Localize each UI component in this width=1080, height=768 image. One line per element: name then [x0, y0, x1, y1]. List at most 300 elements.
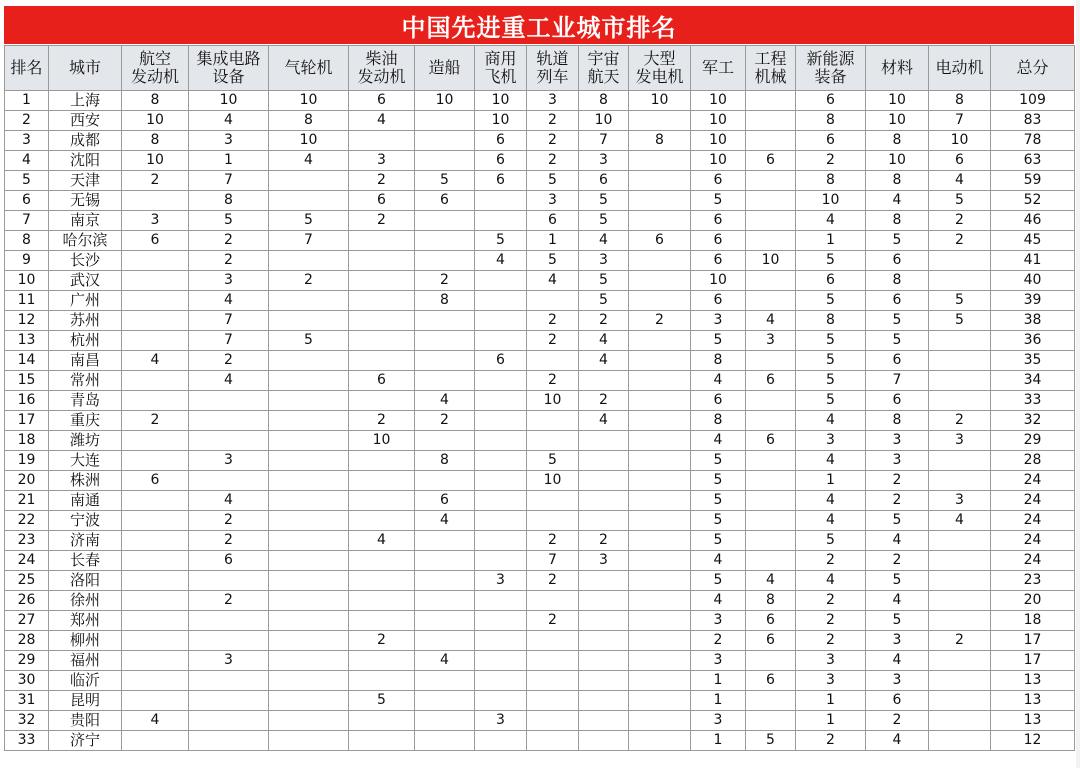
rank-cell[interactable]: 28 — [5, 631, 49, 651]
city-cell[interactable]: 徐州 — [49, 591, 122, 611]
score-cell[interactable] — [629, 691, 691, 711]
score-cell[interactable] — [579, 711, 629, 731]
rank-cell[interactable]: 14 — [5, 351, 49, 371]
city-cell[interactable]: 福州 — [49, 651, 122, 671]
score-cell[interactable]: 1 — [796, 231, 866, 251]
score-cell[interactable]: 5 — [866, 311, 929, 331]
city-cell[interactable]: 西安 — [49, 111, 122, 131]
score-cell[interactable] — [929, 591, 991, 611]
score-cell[interactable] — [746, 211, 796, 231]
city-cell[interactable]: 重庆 — [49, 411, 122, 431]
score-cell[interactable]: 3 — [866, 671, 929, 691]
score-cell[interactable] — [579, 651, 629, 671]
score-cell[interactable] — [269, 611, 349, 631]
score-cell[interactable] — [746, 271, 796, 291]
total-cell[interactable]: 24 — [991, 551, 1075, 571]
score-cell[interactable]: 1 — [796, 691, 866, 711]
score-cell[interactable] — [929, 451, 991, 471]
total-cell[interactable]: 41 — [991, 251, 1075, 271]
score-cell[interactable]: 6 — [349, 371, 415, 391]
score-cell[interactable]: 6 — [629, 231, 691, 251]
total-cell[interactable]: 39 — [991, 291, 1075, 311]
total-cell[interactable]: 12 — [991, 731, 1075, 751]
total-cell[interactable]: 24 — [991, 491, 1075, 511]
score-cell[interactable]: 7 — [579, 131, 629, 151]
score-cell[interactable]: 2 — [527, 531, 579, 551]
score-cell[interactable]: 6 — [691, 391, 746, 411]
total-cell[interactable]: 18 — [991, 611, 1075, 631]
score-cell[interactable]: 8 — [579, 91, 629, 111]
score-cell[interactable]: 4 — [796, 491, 866, 511]
total-cell[interactable]: 35 — [991, 351, 1075, 371]
score-cell[interactable] — [269, 511, 349, 531]
score-cell[interactable] — [349, 291, 415, 311]
score-cell[interactable]: 4 — [866, 731, 929, 751]
score-cell[interactable] — [746, 651, 796, 671]
score-cell[interactable] — [579, 511, 629, 531]
score-cell[interactable]: 3 — [122, 211, 189, 231]
score-cell[interactable] — [629, 731, 691, 751]
score-cell[interactable]: 5 — [691, 331, 746, 351]
score-cell[interactable]: 8 — [691, 351, 746, 371]
score-cell[interactable] — [629, 451, 691, 471]
score-cell[interactable] — [349, 351, 415, 371]
city-cell[interactable]: 株洲 — [49, 471, 122, 491]
score-cell[interactable] — [349, 551, 415, 571]
score-cell[interactable]: 4 — [866, 531, 929, 551]
score-cell[interactable]: 2 — [929, 411, 991, 431]
score-cell[interactable] — [415, 531, 475, 551]
score-cell[interactable]: 3 — [866, 431, 929, 451]
score-cell[interactable]: 4 — [269, 151, 349, 171]
score-cell[interactable] — [269, 591, 349, 611]
score-cell[interactable] — [527, 591, 579, 611]
score-cell[interactable] — [122, 331, 189, 351]
score-cell[interactable] — [269, 431, 349, 451]
rank-cell[interactable]: 19 — [5, 451, 49, 471]
score-cell[interactable] — [579, 571, 629, 591]
score-cell[interactable] — [629, 111, 691, 131]
total-cell[interactable]: 24 — [991, 471, 1075, 491]
score-cell[interactable]: 6 — [579, 171, 629, 191]
score-cell[interactable] — [929, 731, 991, 751]
column-header[interactable] — [796, 46, 866, 91]
score-cell[interactable] — [746, 231, 796, 251]
rank-cell[interactable]: 2 — [5, 111, 49, 131]
column-header[interactable] — [866, 46, 929, 91]
score-cell[interactable]: 8 — [866, 411, 929, 431]
score-cell[interactable] — [189, 571, 269, 591]
score-cell[interactable] — [929, 571, 991, 591]
city-cell[interactable]: 杭州 — [49, 331, 122, 351]
total-cell[interactable]: 59 — [991, 171, 1075, 191]
city-cell[interactable]: 贵阳 — [49, 711, 122, 731]
score-cell[interactable]: 2 — [349, 631, 415, 651]
score-cell[interactable]: 10 — [189, 91, 269, 111]
score-cell[interactable]: 5 — [929, 191, 991, 211]
city-cell[interactable]: 哈尔滨 — [49, 231, 122, 251]
total-cell[interactable]: 29 — [991, 431, 1075, 451]
score-cell[interactable]: 3 — [746, 331, 796, 351]
city-cell[interactable]: 大连 — [49, 451, 122, 471]
score-cell[interactable]: 4 — [122, 711, 189, 731]
score-cell[interactable]: 2 — [189, 251, 269, 271]
rank-cell[interactable]: 21 — [5, 491, 49, 511]
score-cell[interactable]: 5 — [349, 691, 415, 711]
score-cell[interactable] — [527, 731, 579, 751]
score-cell[interactable] — [579, 491, 629, 511]
column-header[interactable] — [746, 46, 796, 91]
score-cell[interactable]: 5 — [691, 491, 746, 511]
score-cell[interactable] — [629, 331, 691, 351]
score-cell[interactable]: 5 — [929, 291, 991, 311]
score-cell[interactable]: 3 — [189, 131, 269, 151]
score-cell[interactable]: 3 — [691, 711, 746, 731]
score-cell[interactable] — [527, 431, 579, 451]
city-cell[interactable]: 临沂 — [49, 671, 122, 691]
score-cell[interactable] — [349, 591, 415, 611]
score-cell[interactable]: 7 — [189, 331, 269, 351]
score-cell[interactable] — [629, 191, 691, 211]
score-cell[interactable]: 6 — [866, 351, 929, 371]
score-cell[interactable]: 6 — [475, 351, 527, 371]
score-cell[interactable] — [122, 731, 189, 751]
score-cell[interactable] — [349, 251, 415, 271]
score-cell[interactable] — [929, 331, 991, 351]
score-cell[interactable] — [349, 331, 415, 351]
score-cell[interactable]: 6 — [691, 211, 746, 231]
score-cell[interactable]: 4 — [796, 411, 866, 431]
score-cell[interactable] — [929, 351, 991, 371]
score-cell[interactable]: 1 — [189, 151, 269, 171]
score-cell[interactable] — [475, 431, 527, 451]
score-cell[interactable] — [746, 471, 796, 491]
city-cell[interactable]: 上海 — [49, 91, 122, 111]
score-cell[interactable] — [415, 331, 475, 351]
score-cell[interactable]: 10 — [527, 391, 579, 411]
score-cell[interactable]: 8 — [189, 191, 269, 211]
score-cell[interactable]: 1 — [691, 671, 746, 691]
score-cell[interactable]: 5 — [796, 371, 866, 391]
score-cell[interactable]: 2 — [415, 411, 475, 431]
score-cell[interactable] — [527, 491, 579, 511]
score-cell[interactable] — [349, 391, 415, 411]
score-cell[interactable] — [629, 631, 691, 651]
score-cell[interactable]: 4 — [746, 311, 796, 331]
score-cell[interactable] — [475, 471, 527, 491]
score-cell[interactable]: 8 — [866, 171, 929, 191]
total-cell[interactable]: 13 — [991, 671, 1075, 691]
score-cell[interactable] — [415, 671, 475, 691]
score-cell[interactable]: 6 — [415, 491, 475, 511]
score-cell[interactable] — [929, 471, 991, 491]
score-cell[interactable] — [189, 691, 269, 711]
score-cell[interactable]: 5 — [691, 471, 746, 491]
score-cell[interactable]: 6 — [866, 691, 929, 711]
score-cell[interactable] — [415, 311, 475, 331]
score-cell[interactable] — [349, 651, 415, 671]
score-cell[interactable]: 3 — [579, 551, 629, 571]
score-cell[interactable]: 4 — [579, 351, 629, 371]
city-cell[interactable]: 常州 — [49, 371, 122, 391]
score-cell[interactable]: 10 — [579, 111, 629, 131]
score-cell[interactable] — [746, 111, 796, 131]
score-cell[interactable]: 6 — [122, 231, 189, 251]
score-cell[interactable] — [269, 571, 349, 591]
score-cell[interactable]: 10 — [746, 251, 796, 271]
score-cell[interactable] — [929, 371, 991, 391]
score-cell[interactable]: 7 — [189, 171, 269, 191]
score-cell[interactable] — [475, 391, 527, 411]
score-cell[interactable] — [475, 191, 527, 211]
score-cell[interactable] — [929, 711, 991, 731]
score-cell[interactable] — [415, 151, 475, 171]
rank-cell[interactable]: 3 — [5, 131, 49, 151]
total-cell[interactable]: 33 — [991, 391, 1075, 411]
score-cell[interactable] — [929, 531, 991, 551]
column-header[interactable] — [527, 46, 579, 91]
score-cell[interactable] — [929, 551, 991, 571]
score-cell[interactable]: 6 — [866, 291, 929, 311]
score-cell[interactable]: 2 — [122, 411, 189, 431]
rank-cell[interactable]: 22 — [5, 511, 49, 531]
score-cell[interactable] — [475, 551, 527, 571]
score-cell[interactable] — [269, 671, 349, 691]
score-cell[interactable] — [269, 411, 349, 431]
score-cell[interactable] — [415, 571, 475, 591]
score-cell[interactable]: 4 — [122, 351, 189, 371]
score-cell[interactable]: 6 — [349, 191, 415, 211]
total-cell[interactable]: 36 — [991, 331, 1075, 351]
score-cell[interactable] — [415, 351, 475, 371]
rank-cell[interactable]: 18 — [5, 431, 49, 451]
score-cell[interactable]: 5 — [746, 731, 796, 751]
score-cell[interactable]: 6 — [796, 131, 866, 151]
column-header[interactable] — [691, 46, 746, 91]
score-cell[interactable]: 5 — [691, 571, 746, 591]
score-cell[interactable]: 6 — [746, 631, 796, 651]
score-cell[interactable] — [269, 291, 349, 311]
score-cell[interactable]: 4 — [866, 591, 929, 611]
total-cell[interactable]: 13 — [991, 691, 1075, 711]
score-cell[interactable] — [746, 191, 796, 211]
score-cell[interactable]: 6 — [122, 471, 189, 491]
score-cell[interactable] — [349, 131, 415, 151]
score-cell[interactable]: 4 — [691, 431, 746, 451]
score-cell[interactable]: 5 — [691, 531, 746, 551]
score-cell[interactable] — [746, 171, 796, 191]
score-cell[interactable]: 10 — [527, 471, 579, 491]
city-cell[interactable]: 武汉 — [49, 271, 122, 291]
rank-cell[interactable]: 23 — [5, 531, 49, 551]
score-cell[interactable]: 5 — [527, 251, 579, 271]
score-cell[interactable]: 5 — [527, 451, 579, 471]
score-cell[interactable]: 6 — [796, 91, 866, 111]
score-cell[interactable] — [122, 451, 189, 471]
column-header[interactable] — [5, 46, 49, 91]
score-cell[interactable] — [746, 391, 796, 411]
score-cell[interactable] — [122, 251, 189, 271]
score-cell[interactable] — [349, 711, 415, 731]
city-cell[interactable]: 宁波 — [49, 511, 122, 531]
score-cell[interactable] — [629, 371, 691, 391]
score-cell[interactable]: 3 — [691, 651, 746, 671]
score-cell[interactable]: 2 — [527, 311, 579, 331]
column-header[interactable] — [49, 46, 122, 91]
score-cell[interactable]: 8 — [415, 291, 475, 311]
city-cell[interactable]: 洛阳 — [49, 571, 122, 591]
total-cell[interactable]: 32 — [991, 411, 1075, 431]
score-cell[interactable] — [475, 631, 527, 651]
total-cell[interactable]: 20 — [991, 591, 1075, 611]
city-cell[interactable]: 青岛 — [49, 391, 122, 411]
total-cell[interactable]: 34 — [991, 371, 1075, 391]
score-cell[interactable]: 2 — [929, 231, 991, 251]
score-cell[interactable] — [475, 271, 527, 291]
score-cell[interactable]: 8 — [866, 271, 929, 291]
score-cell[interactable] — [929, 611, 991, 631]
total-cell[interactable]: 23 — [991, 571, 1075, 591]
score-cell[interactable]: 8 — [122, 131, 189, 151]
score-cell[interactable]: 5 — [527, 171, 579, 191]
score-cell[interactable]: 8 — [929, 91, 991, 111]
city-cell[interactable]: 昆明 — [49, 691, 122, 711]
column-header[interactable] — [349, 46, 415, 91]
score-cell[interactable]: 3 — [691, 311, 746, 331]
score-cell[interactable] — [629, 471, 691, 491]
score-cell[interactable]: 4 — [415, 391, 475, 411]
score-cell[interactable]: 4 — [866, 191, 929, 211]
score-cell[interactable]: 6 — [349, 91, 415, 111]
score-cell[interactable]: 6 — [691, 251, 746, 271]
score-cell[interactable]: 6 — [527, 211, 579, 231]
total-cell[interactable]: 52 — [991, 191, 1075, 211]
score-cell[interactable] — [349, 451, 415, 471]
score-cell[interactable] — [579, 691, 629, 711]
score-cell[interactable] — [415, 611, 475, 631]
rank-cell[interactable]: 5 — [5, 171, 49, 191]
score-cell[interactable]: 5 — [796, 331, 866, 351]
score-cell[interactable]: 6 — [475, 131, 527, 151]
rank-cell[interactable]: 15 — [5, 371, 49, 391]
score-cell[interactable]: 8 — [796, 171, 866, 191]
city-cell[interactable]: 苏州 — [49, 311, 122, 331]
score-cell[interactable] — [579, 611, 629, 631]
score-cell[interactable]: 2 — [415, 271, 475, 291]
score-cell[interactable]: 5 — [866, 611, 929, 631]
rank-cell[interactable]: 8 — [5, 231, 49, 251]
score-cell[interactable] — [579, 591, 629, 611]
score-cell[interactable] — [475, 331, 527, 351]
score-cell[interactable] — [269, 451, 349, 471]
score-cell[interactable] — [349, 471, 415, 491]
score-cell[interactable] — [415, 251, 475, 271]
score-cell[interactable]: 2 — [691, 631, 746, 651]
score-cell[interactable]: 3 — [796, 651, 866, 671]
score-cell[interactable] — [269, 171, 349, 191]
score-cell[interactable]: 6 — [929, 151, 991, 171]
score-cell[interactable]: 6 — [691, 291, 746, 311]
score-cell[interactable] — [929, 691, 991, 711]
rank-cell[interactable]: 30 — [5, 671, 49, 691]
score-cell[interactable] — [122, 431, 189, 451]
score-cell[interactable] — [929, 651, 991, 671]
score-cell[interactable]: 2 — [527, 371, 579, 391]
score-cell[interactable]: 2 — [189, 351, 269, 371]
rank-cell[interactable]: 17 — [5, 411, 49, 431]
score-cell[interactable]: 2 — [629, 311, 691, 331]
score-cell[interactable] — [122, 651, 189, 671]
score-cell[interactable]: 2 — [527, 611, 579, 631]
score-cell[interactable] — [415, 431, 475, 451]
score-cell[interactable]: 4 — [189, 491, 269, 511]
score-cell[interactable] — [579, 471, 629, 491]
score-cell[interactable]: 5 — [415, 171, 475, 191]
score-cell[interactable]: 2 — [349, 171, 415, 191]
score-cell[interactable]: 4 — [415, 511, 475, 531]
score-cell[interactable]: 4 — [929, 511, 991, 531]
score-cell[interactable]: 6 — [475, 171, 527, 191]
score-cell[interactable]: 10 — [269, 91, 349, 111]
score-cell[interactable]: 2 — [269, 271, 349, 291]
rank-cell[interactable]: 13 — [5, 331, 49, 351]
score-cell[interactable]: 5 — [691, 451, 746, 471]
score-cell[interactable]: 10 — [349, 431, 415, 451]
score-cell[interactable]: 10 — [929, 131, 991, 151]
score-cell[interactable] — [269, 491, 349, 511]
score-cell[interactable]: 2 — [579, 311, 629, 331]
score-cell[interactable]: 4 — [415, 651, 475, 671]
score-cell[interactable]: 8 — [629, 131, 691, 151]
score-cell[interactable]: 4 — [796, 451, 866, 471]
score-cell[interactable]: 5 — [579, 271, 629, 291]
score-cell[interactable] — [475, 211, 527, 231]
score-cell[interactable] — [189, 471, 269, 491]
total-cell[interactable]: 45 — [991, 231, 1075, 251]
score-cell[interactable]: 2 — [527, 151, 579, 171]
score-cell[interactable]: 3 — [475, 711, 527, 731]
score-cell[interactable] — [122, 611, 189, 631]
score-cell[interactable] — [475, 491, 527, 511]
score-cell[interactable]: 5 — [796, 251, 866, 271]
rank-cell[interactable]: 6 — [5, 191, 49, 211]
score-cell[interactable]: 3 — [866, 631, 929, 651]
score-cell[interactable] — [122, 591, 189, 611]
score-cell[interactable]: 2 — [866, 711, 929, 731]
score-cell[interactable] — [629, 511, 691, 531]
score-cell[interactable] — [527, 711, 579, 731]
score-cell[interactable] — [475, 611, 527, 631]
score-cell[interactable] — [189, 611, 269, 631]
score-cell[interactable] — [349, 671, 415, 691]
rank-cell[interactable]: 20 — [5, 471, 49, 491]
score-cell[interactable] — [629, 711, 691, 731]
score-cell[interactable] — [189, 711, 269, 731]
score-cell[interactable] — [629, 211, 691, 231]
score-cell[interactable] — [415, 591, 475, 611]
city-cell[interactable]: 广州 — [49, 291, 122, 311]
column-header[interactable] — [269, 46, 349, 91]
score-cell[interactable] — [629, 251, 691, 271]
score-cell[interactable]: 6 — [746, 611, 796, 631]
score-cell[interactable] — [349, 271, 415, 291]
score-cell[interactable] — [475, 311, 527, 331]
score-cell[interactable]: 8 — [122, 91, 189, 111]
score-cell[interactable]: 4 — [579, 411, 629, 431]
score-cell[interactable]: 10 — [866, 111, 929, 131]
score-cell[interactable]: 8 — [866, 211, 929, 231]
rank-cell[interactable]: 29 — [5, 651, 49, 671]
